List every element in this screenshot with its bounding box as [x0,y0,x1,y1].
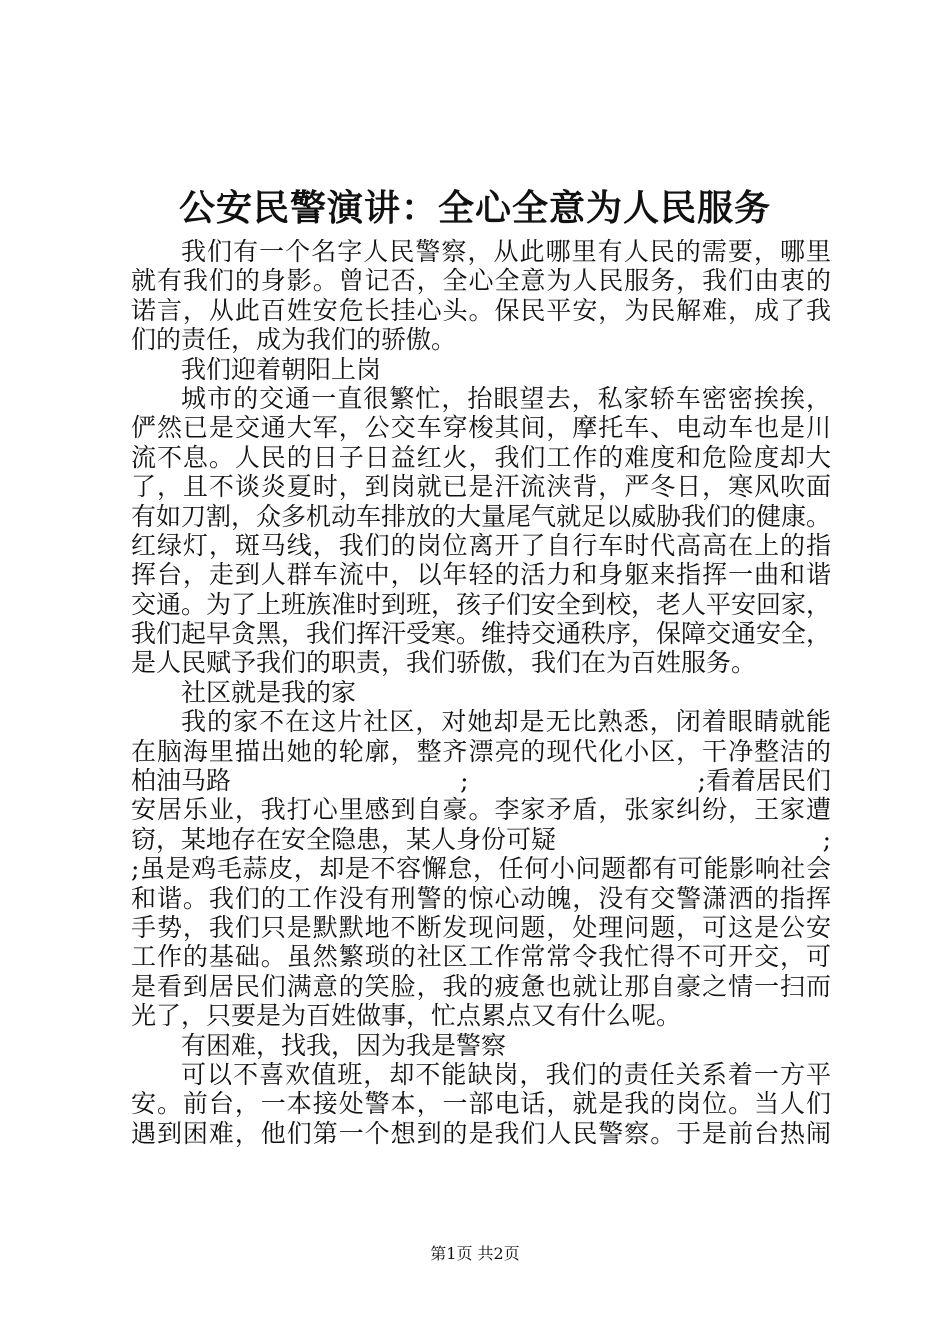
text-line: 和谐。我们的工作没有刑警的惊心动魄，没有交警潇洒的指挥 [131,883,831,913]
text-line: 城市的交通一直很繁忙，抬眼望去，私家轿车密密挨挨， [181,383,831,413]
text-line: 我们有一个名字人民警察，从此哪里有人民的需要，哪里 [181,237,831,266]
text-line: 我们起早贪黑，我们挥汗受寒。维持交通秩序，保障交通安全， [131,619,831,649]
text-line: 是看到居民们满意的笑脸，我的疲惫也就让那自豪之情一扫而 [131,971,831,1001]
text-line: 交通。为了上班族准时到班，孩子们安全到校，老人平安回家， [131,589,831,619]
text-line: 遇到困难，他们第一个想到的是我们人民警察。于是前台热闹 [131,1118,831,1148]
text-line: 工作的基础。虽然繁琐的社区工作常常令我忙得不可开交，可 [131,942,831,972]
text-fragment: 柏油马路 [131,766,232,796]
text-fragment: ; [822,824,831,854]
text-fragment: ;看着居民们 [697,766,831,796]
text-line: 流不息。人民的日子日益红火，我们工作的难度和危险度却大 [131,442,831,472]
text-line: 光了，只要是为百姓做事，忙点累点又有什么呢。 [131,1001,682,1031]
text-line: 红绿灯，斑马线，我们的岗位离开了自行车时代高高在上的指 [131,530,831,560]
document-title: 公安民警演讲：全心全意为人民服务 [178,188,771,229]
text-line: 俨然已是交通大军，公交车穿梭其间，摩托车、电动车也是川 [131,413,831,443]
document-body [131,237,831,1148]
text-line-split [131,825,831,854]
text-line: 在脑海里描出她的轮廓，整齐漂亮的现代化小区，干净整洁的 [131,736,831,766]
text-line: 们的责任，成为我们的骄傲。 [131,325,457,355]
text-line: 安。前台，一本接处警本，一部电话，就是我的岗位。当人们 [131,1089,831,1119]
text-line: 有如刀割，众多机动车排放的大量尾气就足以威胁我们的健康。 [131,501,831,531]
text-line: 挥台，走到人群车流中，以年轻的活力和身躯来指挥一曲和谐 [131,560,831,590]
section-heading: 有困难，找我，因为我是警察 [181,1030,507,1060]
text-fragment: 窃，某地存在安全隐患，某人身份可疑 [131,824,557,854]
text-line-split [131,766,831,795]
text-line: 手势，我们只是默默地不断发现问题，处理问题，可这是公安 [131,912,831,942]
text-fragment: ; [460,766,469,796]
section-heading: 社区就是我的家 [181,677,357,707]
page-footer: 第1页 共2页 [430,1244,520,1263]
text-line: 就有我们的身影。曾记否，全心全意为人民服务，我们由衷的 [131,266,831,296]
text-line: 可以不喜欢值班，却不能缺岗，我们的责任关系着一方平 [181,1059,831,1089]
section-heading: 我们迎着朝阳上岗 [181,354,382,384]
text-line: 我的家不在这片社区，对她却是无比熟悉，闭着眼睛就能 [181,707,831,737]
text-line: 诺言，从此百姓安危长挂心头。保民平安，为民解难，成了我 [131,295,831,325]
text-line: 是人民赋予我们的职责，我们骄傲，我们在为百姓服务。 [131,648,757,678]
text-line: ;虽是鸡毛蒜皮，却是不容懈怠，任何小问题都有可能影响社会 [131,854,831,884]
text-line: 了，且不谈炎夏时，到岗就已是汗流浃背，严冬日，寒风吹面 [131,472,831,502]
text-line: 安居乐业，我打心里感到自豪。李家矛盾，张家纠纷，王家遭 [131,795,831,825]
